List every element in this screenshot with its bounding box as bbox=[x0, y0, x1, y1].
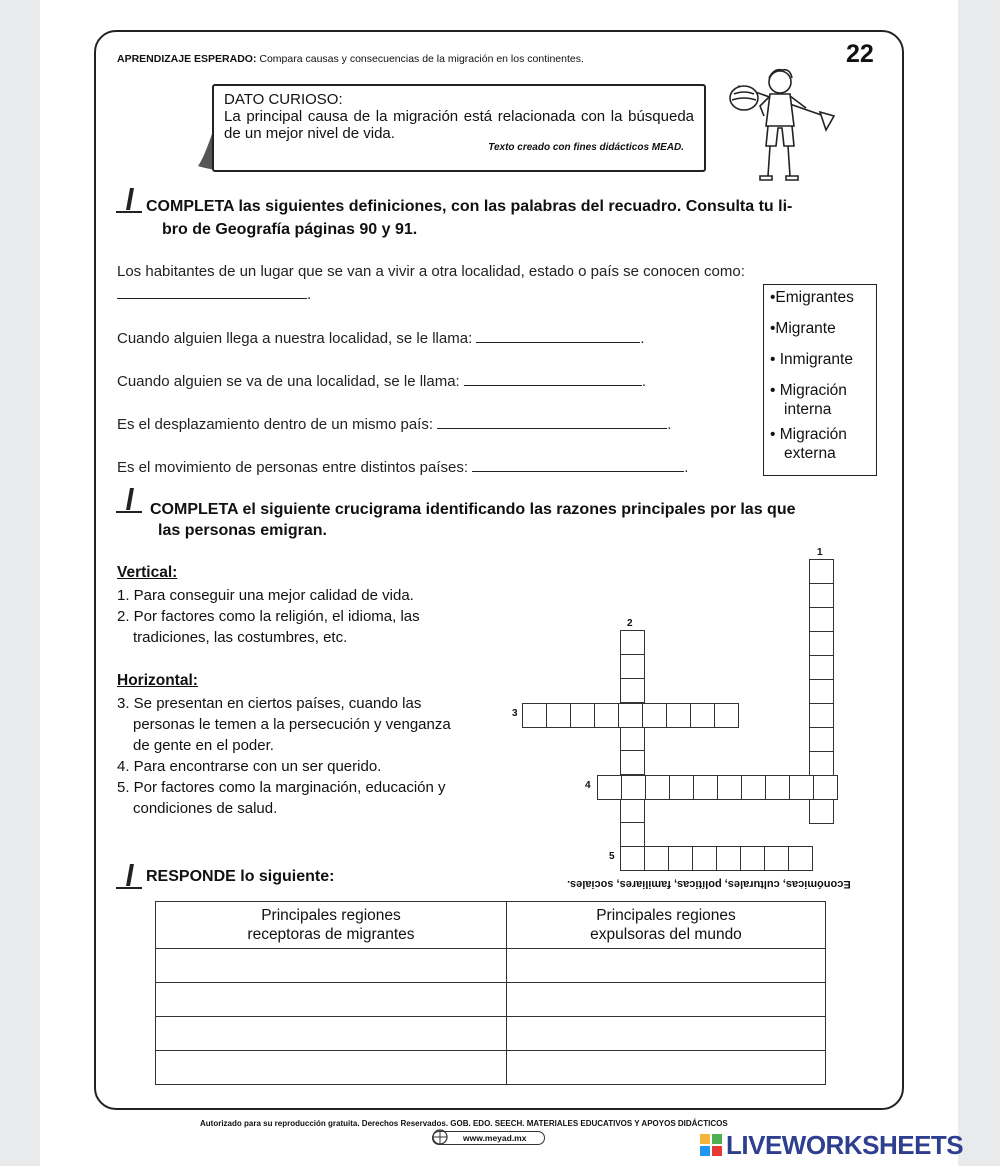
section2-instruction-line1: COMPLETA el siguiente crucigrama identificando las razones principales por las que bbox=[150, 501, 796, 518]
answer-cell[interactable] bbox=[506, 983, 825, 1017]
clue-h5: 5. Por factores como la marginación, educación y bbox=[117, 779, 446, 796]
pencil-icon bbox=[116, 862, 142, 892]
question-3-row: Cuando alguien se va de una localidad, se le llama: . bbox=[117, 373, 647, 390]
word-migrante: •Migrante bbox=[770, 320, 836, 337]
answer-2-line[interactable] bbox=[476, 328, 640, 343]
crossword-cell-v2[interactable] bbox=[620, 822, 645, 847]
question-5: Es el movimiento de personas entre distintos países: bbox=[117, 459, 469, 476]
crossword-cell-h5[interactable] bbox=[788, 846, 813, 871]
page-number: 22 bbox=[846, 40, 874, 68]
crossword-cell-v1[interactable] bbox=[809, 727, 834, 752]
crossword-cell-v1[interactable] bbox=[809, 607, 834, 632]
crossword-number-3: 3 bbox=[512, 708, 518, 719]
upside-down-answer-words: Económicas, culturales, políticas, familiares, sociales. bbox=[567, 878, 851, 890]
crossword-cell-v2[interactable] bbox=[620, 678, 645, 703]
crossword-cell-h4[interactable] bbox=[693, 775, 718, 800]
crossword-cell-v1[interactable] bbox=[809, 583, 834, 608]
crossword-number-1: 1 bbox=[817, 547, 823, 558]
crossword-cell-h5[interactable] bbox=[668, 846, 693, 871]
liveworksheets-logo-icon bbox=[700, 1134, 722, 1158]
question-1: Los habitantes de un lugar que se van a vivir a otra localidad, estado o país se conocen como: bbox=[117, 263, 745, 280]
crossword-cell-h4[interactable] bbox=[741, 775, 766, 800]
migrant-boy-illustration bbox=[724, 64, 840, 188]
crossword-cell-v1[interactable] bbox=[809, 799, 834, 824]
question-4-row: Es el desplazamiento dentro de un mismo país: . bbox=[117, 416, 672, 433]
crossword-cell-h5[interactable] bbox=[692, 846, 717, 871]
crossword-cell-h3[interactable] bbox=[594, 703, 619, 728]
crossword-cell-v1[interactable] bbox=[809, 679, 834, 704]
answer-cell[interactable] bbox=[156, 1017, 507, 1051]
crossword-cell-h5[interactable] bbox=[740, 846, 765, 871]
crossword-cell-h3[interactable] bbox=[642, 703, 667, 728]
crossword-cell-h4[interactable] bbox=[669, 775, 694, 800]
vertical-title: Vertical: bbox=[117, 564, 178, 581]
crossword-cell-v2[interactable] bbox=[620, 630, 645, 655]
globe-icon bbox=[428, 1127, 454, 1147]
table-row bbox=[156, 1051, 826, 1085]
crossword-cell-h4[interactable] bbox=[765, 775, 790, 800]
crossword-cell-h3[interactable] bbox=[690, 703, 715, 728]
clue-v2: 2. Por factores como la religión, el idioma, las bbox=[117, 608, 420, 625]
answer-cell[interactable] bbox=[506, 949, 825, 983]
clue-v1: 1. Para conseguir una mejor calidad de vida. bbox=[117, 587, 414, 604]
answer-cell[interactable] bbox=[506, 1051, 825, 1085]
word-migracion-externa: • Migración externa bbox=[770, 426, 847, 462]
crossword-cell-v1[interactable] bbox=[809, 631, 834, 656]
liveworksheets-brand[interactable]: LIVEWORKSHEETS bbox=[726, 1130, 964, 1160]
table-row bbox=[156, 983, 826, 1017]
crossword-cell-h3[interactable] bbox=[618, 703, 643, 728]
dato-curioso-box bbox=[212, 84, 706, 172]
crossword-cell-v2[interactable] bbox=[620, 798, 645, 823]
question-5-row: Es el movimiento de personas entre distintos países: . bbox=[117, 459, 689, 476]
section1-instruction-line2: bro de Geografía páginas 90 y 91. bbox=[162, 221, 418, 238]
crossword-cell-h5[interactable] bbox=[644, 846, 669, 871]
crossword-cell-h4[interactable] bbox=[813, 775, 838, 800]
crossword-number-2: 2 bbox=[627, 618, 633, 629]
answer-3-line[interactable] bbox=[464, 371, 642, 386]
answer-4-line[interactable] bbox=[437, 414, 667, 429]
clue-h5-cont: condiciones de salud. bbox=[133, 800, 278, 817]
question-2: Cuando alguien llega a nuestra localidad, se le llama: bbox=[117, 330, 473, 347]
clue-h3-cont: personas le temen a la persecución y venganza bbox=[133, 716, 451, 733]
dato-curioso-text: La principal causa de la migración está relacionada con la búsqueda de un mejor nivel de vida. bbox=[224, 108, 694, 142]
footer-authorization: Autorizado para su reproducción gratuita. Derechos Reservados. GOB. EDO. SEECH. MATERIALES EDUCATIVOS Y APOYOS DIDÁCTICOS bbox=[200, 1119, 728, 1128]
question-3: Cuando alguien se va de una localidad, se le llama: bbox=[117, 373, 460, 390]
horizontal-clues bbox=[117, 693, 451, 819]
word-migracion-interna: • Migración interna bbox=[770, 382, 847, 418]
answer-1-line[interactable]: . bbox=[117, 284, 311, 303]
question-2-row: Cuando alguien llega a nuestra localidad, se le llama: . bbox=[117, 330, 645, 347]
section2-instruction-line2: las personas emigran. bbox=[158, 522, 327, 539]
section1-instruction-line1: COMPLETA las siguientes definiciones, con las palabras del recuadro. Consulta tu li- bbox=[146, 198, 793, 215]
crossword-cell-h3[interactable] bbox=[522, 703, 547, 728]
answer-cell[interactable] bbox=[506, 1017, 825, 1051]
crossword-number-5: 5 bbox=[609, 851, 615, 862]
crossword-cell-h4[interactable] bbox=[789, 775, 814, 800]
crossword-cell-h5[interactable] bbox=[620, 846, 645, 871]
crossword-cell-h4[interactable] bbox=[717, 775, 742, 800]
header-receptoras: Principales regiones receptoras de migrantes bbox=[156, 902, 507, 949]
answer-cell[interactable] bbox=[156, 949, 507, 983]
crossword-cell-v1[interactable] bbox=[809, 751, 834, 776]
answer-5-line[interactable] bbox=[472, 457, 684, 472]
answer-cell[interactable] bbox=[156, 983, 507, 1017]
clue-h3: 3. Se presentan en ciertos países, cuando las bbox=[117, 695, 422, 712]
learning-objective: APRENDIZAJE ESPERADO: Compara causas y consecuencias de la migración en los continentes. bbox=[117, 53, 584, 65]
word-emigrantes: •Emigrantes bbox=[770, 289, 854, 306]
crossword-cell-h4[interactable] bbox=[621, 775, 646, 800]
clue-v2-cont: tradiciones, las costumbres, etc. bbox=[133, 629, 348, 646]
crossword-cell-v1[interactable] bbox=[809, 703, 834, 728]
clue-h4: 4. Para encontrarse con un ser querido. bbox=[117, 758, 382, 775]
horizontal-title: Horizontal: bbox=[117, 672, 198, 689]
word-bank bbox=[763, 284, 877, 476]
section3-instruction: RESPONDE lo siguiente: bbox=[146, 868, 335, 885]
crossword-cell-h3[interactable] bbox=[570, 703, 595, 728]
table-header-row bbox=[156, 902, 826, 949]
crossword-cell-v2[interactable] bbox=[620, 654, 645, 679]
regions-table bbox=[155, 901, 826, 1085]
answer-cell[interactable] bbox=[156, 1051, 507, 1085]
crossword-number-4: 4 bbox=[585, 780, 591, 791]
question-4: Es el desplazamiento dentro de un mismo país: bbox=[117, 416, 434, 433]
word-inmigrante: • Inmigrante bbox=[770, 351, 853, 368]
header-expulsoras: Principales regiones expulsoras del mundo bbox=[506, 902, 825, 949]
crossword-cell-v2[interactable] bbox=[620, 750, 645, 775]
crossword-cell-h3[interactable] bbox=[666, 703, 691, 728]
pencil-icon bbox=[116, 186, 142, 216]
dato-curioso-title: DATO CURIOSO: bbox=[224, 91, 343, 108]
crossword-cell-v1[interactable] bbox=[809, 559, 834, 584]
table-row bbox=[156, 1017, 826, 1051]
crossword-cell-v2[interactable] bbox=[620, 726, 645, 751]
footer-url[interactable]: www.meyad.mx bbox=[432, 1131, 545, 1145]
crossword-cell-h4[interactable] bbox=[645, 775, 670, 800]
crossword-cell-h5[interactable] bbox=[716, 846, 741, 871]
crossword-cell-h3[interactable] bbox=[546, 703, 571, 728]
pencil-icon bbox=[116, 486, 142, 516]
clue-h3-cont2: de gente en el poder. bbox=[133, 737, 274, 754]
crossword-cell-h3[interactable] bbox=[714, 703, 739, 728]
vertical-clues bbox=[117, 585, 420, 648]
crossword-cell-h5[interactable] bbox=[764, 846, 789, 871]
dato-curioso-note: Texto creado con fines didácticos MEAD. bbox=[488, 142, 684, 153]
crossword-cell-h4[interactable] bbox=[597, 775, 622, 800]
table-row bbox=[156, 949, 826, 983]
crossword-cell-v1[interactable] bbox=[809, 655, 834, 680]
